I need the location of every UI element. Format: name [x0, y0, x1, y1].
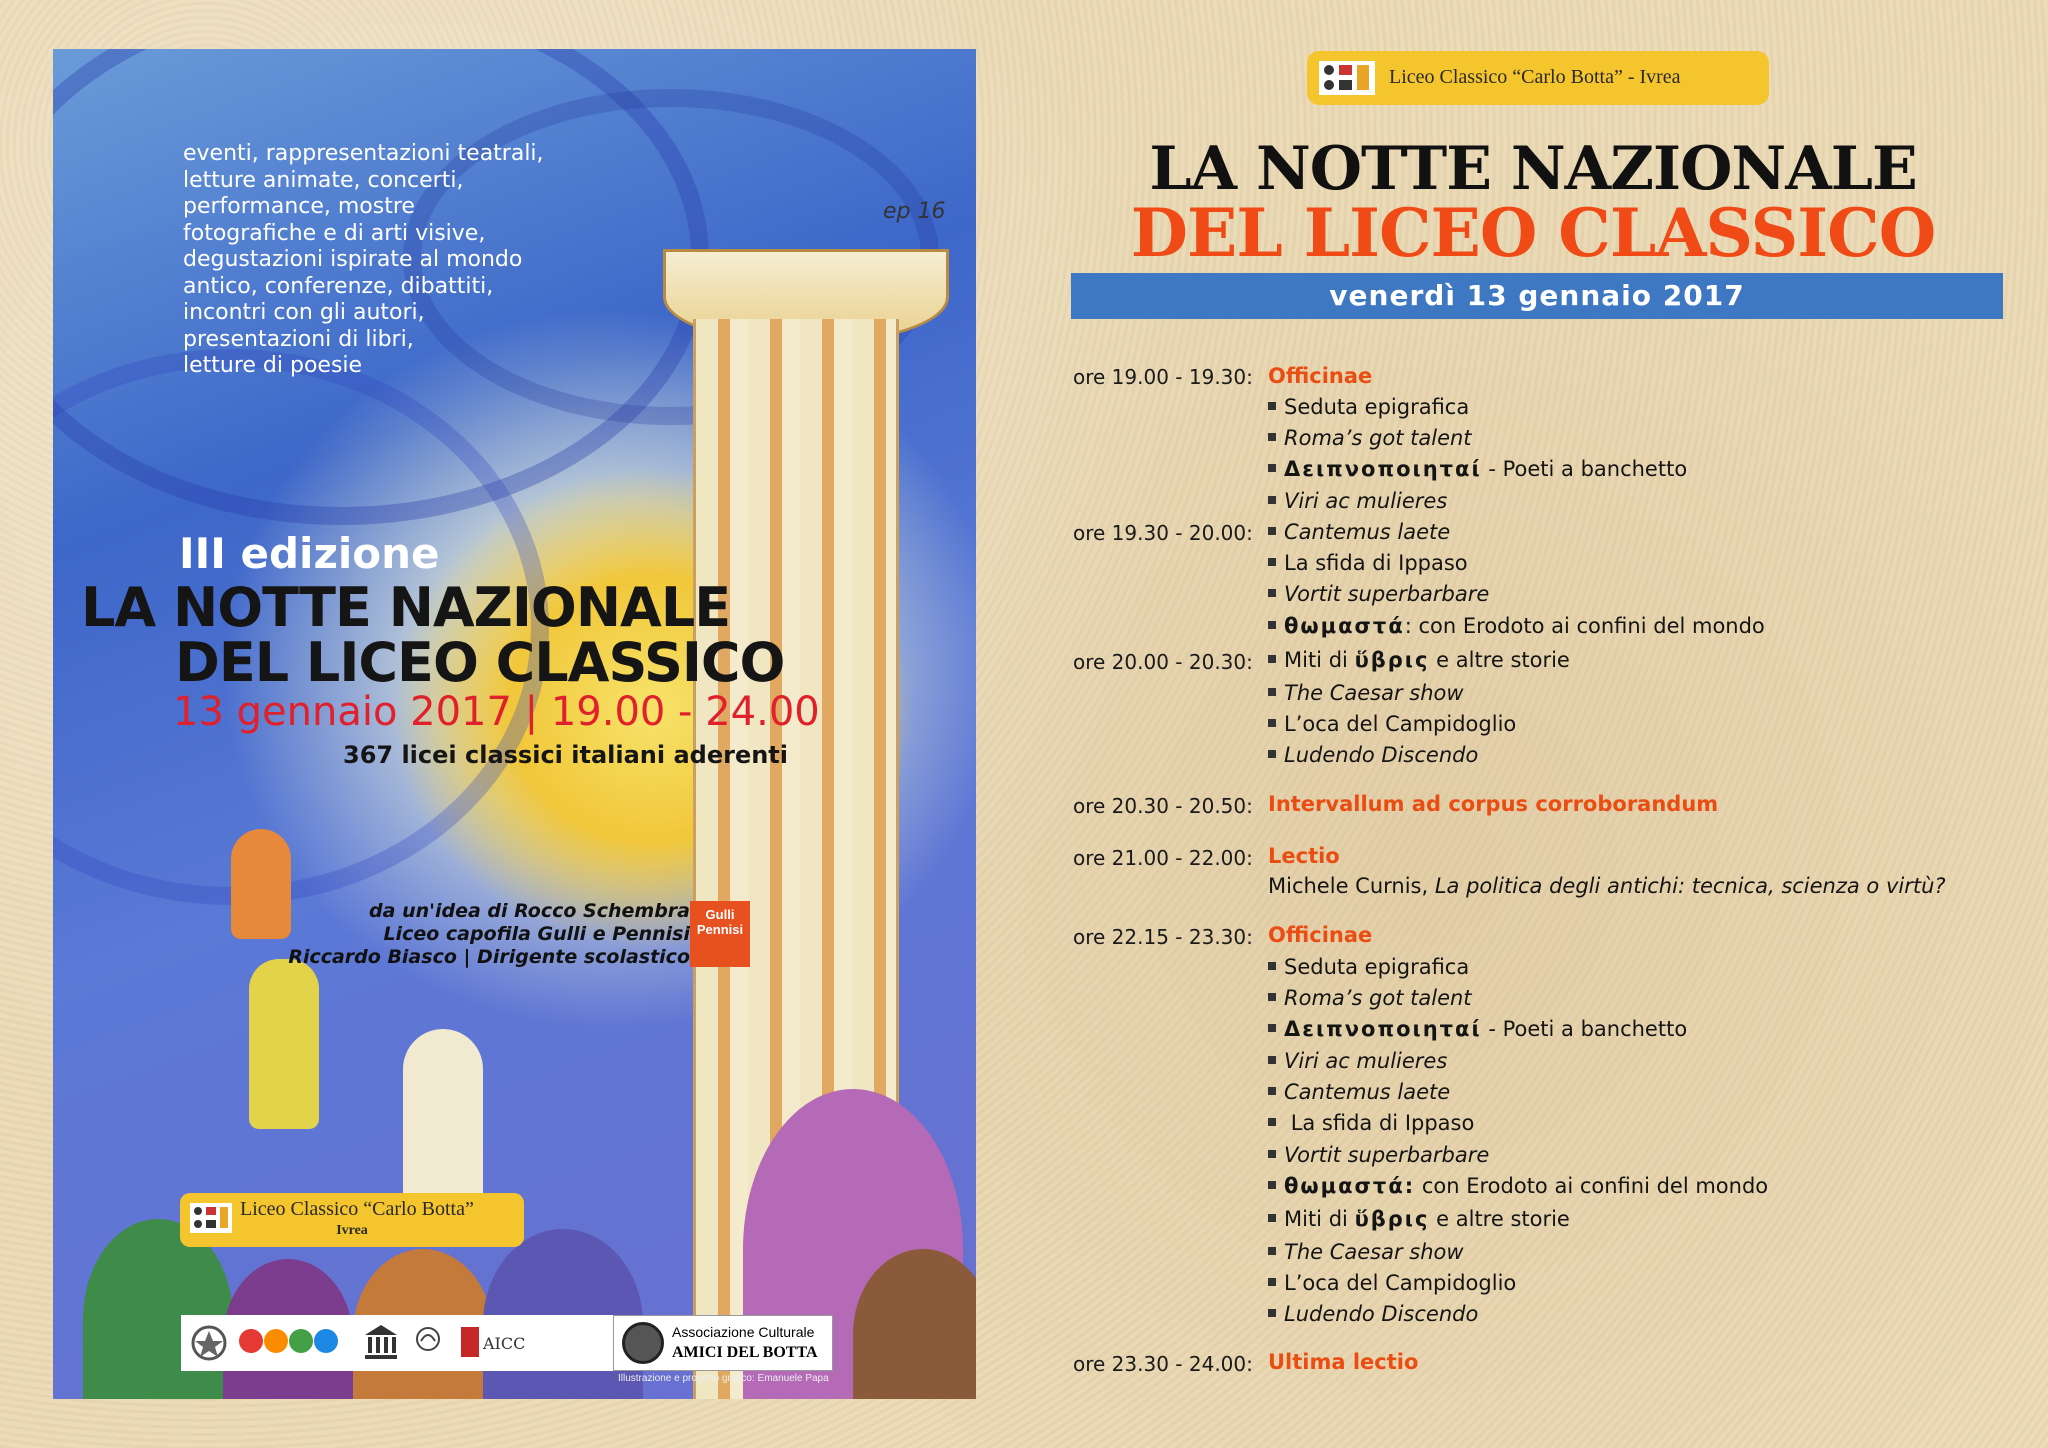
section-title: Intervallum ad corpus corroborandum — [1268, 792, 1719, 816]
poster-title-line1: LA NOTTE NAZIONALE — [81, 576, 731, 639]
poster-date-time: 13 gennaio 2017 | 19.00 - 24.00 — [173, 689, 820, 735]
republic-emblem-icon — [189, 1321, 229, 1365]
event-date-bar: venerdì 13 gennaio 2017 — [1071, 273, 2003, 319]
credit-line: Riccardo Biasco | Dirigente scolastico — [288, 946, 690, 968]
time-slot: ore 20.30 - 20.50: — [1073, 794, 1253, 818]
time-slot: ore 19.30 - 20.00: — [1073, 521, 1253, 545]
school-network-icon — [413, 1321, 443, 1365]
child-figure — [231, 829, 291, 939]
list-item: Roma’s got talent — [1268, 426, 1472, 450]
section-title: Lectio — [1268, 844, 1340, 868]
bullet — [1268, 962, 1276, 970]
bullet — [1268, 402, 1276, 410]
aicc-logo-icon — [459, 1321, 539, 1365]
credit-line: Liceo capofila Gulli e Pennisi — [383, 923, 690, 945]
association-seal-icon — [622, 1322, 664, 1364]
list-item: Δειπνοποιηταί - Poeti a banchetto — [1268, 457, 1687, 481]
credit-line: da un'idea di Rocco Schembra — [369, 900, 690, 922]
list-item: θωμαστά: con Erodoto ai confini del mondo — [1268, 1174, 1768, 1198]
association-line2: AMICI DEL BOTTA — [672, 1344, 818, 1361]
bullet — [1268, 1181, 1276, 1189]
list-item: La sfida di Ippaso — [1268, 551, 1468, 575]
page-title-line2: DEL LICEO CLASSICO — [1130, 194, 1936, 272]
bullet — [1268, 433, 1276, 441]
time-slot: ore 19.00 - 19.30: — [1073, 365, 1253, 389]
poster-intro-text: eventi, rappresentazioni teatrali, letture animate, concerti, performance, mostre fotografiche e di arti visive, degustazioni ispirate al mondo antico, conferenze, dibattiti, incontri con gli autori, presentazioni di libri, letture di poesie — [183, 141, 544, 378]
poster-adherents: 367 licei classici italiani aderenti — [343, 741, 789, 769]
bullet — [1268, 621, 1276, 629]
poster-edition: III edizione — [179, 529, 440, 578]
poster-school-badge — [180, 1193, 524, 1247]
list-item: θωμαστά: con Erodoto ai confini del mondo — [1268, 614, 1765, 638]
miur-logo-icon — [236, 1321, 346, 1365]
bullet — [1268, 1278, 1276, 1286]
school-badge-text: Liceo Classico “Carlo Botta” - Ivrea — [1389, 66, 1681, 88]
list-item: Viri ac mulieres — [1268, 489, 1447, 513]
bullet — [1268, 655, 1276, 663]
list-item: The Caesar show — [1268, 1240, 1464, 1264]
bullet — [1268, 1247, 1276, 1255]
list-item: Vortit superbarbare — [1268, 582, 1489, 606]
bullet — [1268, 750, 1276, 758]
list-item: Ludendo Discendo — [1268, 743, 1478, 767]
list-item: La sfida di Ippaso — [1268, 1111, 1474, 1135]
poster-title-line2: DEL LICEO CLASSICO — [175, 631, 785, 694]
bullet — [1268, 1056, 1276, 1064]
list-item: Cantemus laete — [1268, 520, 1450, 544]
bullet — [1268, 496, 1276, 504]
svg-text:AICC: AICC — [483, 1334, 526, 1353]
bullet — [1268, 1309, 1276, 1317]
association-logo — [613, 1315, 833, 1371]
list-item: L’oca del Campidoglio — [1268, 1271, 1516, 1295]
bullet — [1268, 527, 1276, 535]
artist-signature: ep 16 — [883, 199, 946, 224]
list-item: Ludendo Discendo — [1268, 1302, 1478, 1326]
list-item: Vortit superbarbare — [1268, 1143, 1489, 1167]
list-item: Seduta epigrafica — [1268, 395, 1469, 419]
school-city: Ivrea — [336, 1223, 368, 1238]
bullet — [1268, 1150, 1276, 1158]
time-slot: ore 20.00 - 20.30: — [1073, 650, 1253, 674]
bullet — [1268, 1214, 1276, 1222]
page-title-line1: LA NOTTE NAZIONALE — [1149, 134, 1917, 204]
poster-credits — [288, 900, 690, 969]
list-item: Δειπνοποιηταί - Poeti a banchetto — [1268, 1017, 1687, 1041]
school-badge — [1307, 51, 1769, 105]
association-line1: Associazione Culturale — [672, 1324, 815, 1340]
section-title: Officinae — [1268, 364, 1373, 388]
list-item: Roma’s got talent — [1268, 986, 1472, 1010]
list-item: Cantemus laete — [1268, 1080, 1450, 1104]
list-item: The Caesar show — [1268, 681, 1464, 705]
school-name: Liceo Classico “Carlo Botta” — [240, 1198, 474, 1220]
bullet — [1268, 1118, 1276, 1126]
time-slot: ore 23.30 - 24.00: — [1073, 1352, 1253, 1376]
time-slot: ore 22.15 - 23.30: — [1073, 925, 1253, 949]
list-item: L’oca del Campidoglio — [1268, 712, 1516, 736]
list-item: Miti di ὕβρις e altre storie — [1268, 1207, 1570, 1231]
list-item: Miti di ὕβρις e altre storie — [1268, 648, 1570, 672]
event-poster — [53, 49, 976, 1399]
gulli-pennisi-logo — [690, 901, 750, 967]
bullet — [1268, 589, 1276, 597]
gp-logo-text: Pennisi — [696, 922, 744, 937]
section-title: Ultima lectio — [1268, 1350, 1419, 1374]
bullet — [1268, 719, 1276, 727]
bullet — [1268, 1024, 1276, 1032]
section-title: Officinae — [1268, 923, 1373, 947]
adult-figure — [249, 959, 319, 1129]
bullet — [1268, 558, 1276, 566]
list-item: Viri ac mulieres — [1268, 1049, 1447, 1073]
time-slot: ore 21.00 - 22.00: — [1073, 846, 1253, 870]
bullet — [1268, 1087, 1276, 1095]
illustration-credit: Illustrazione e progetto grafico: Emanuele Papa — [618, 1373, 829, 1384]
bullet — [1268, 464, 1276, 472]
list-item: Seduta epigrafica — [1268, 955, 1469, 979]
school-logo-icon — [1319, 61, 1375, 95]
gp-logo-text: Gulli — [705, 907, 735, 922]
unesco-logo-icon — [361, 1321, 401, 1365]
bullet — [1268, 688, 1276, 696]
bullet — [1268, 993, 1276, 1001]
lectio-description: Michele Curnis, La politica degli antichi: tecnica, scienza o virtù? — [1268, 874, 1946, 898]
